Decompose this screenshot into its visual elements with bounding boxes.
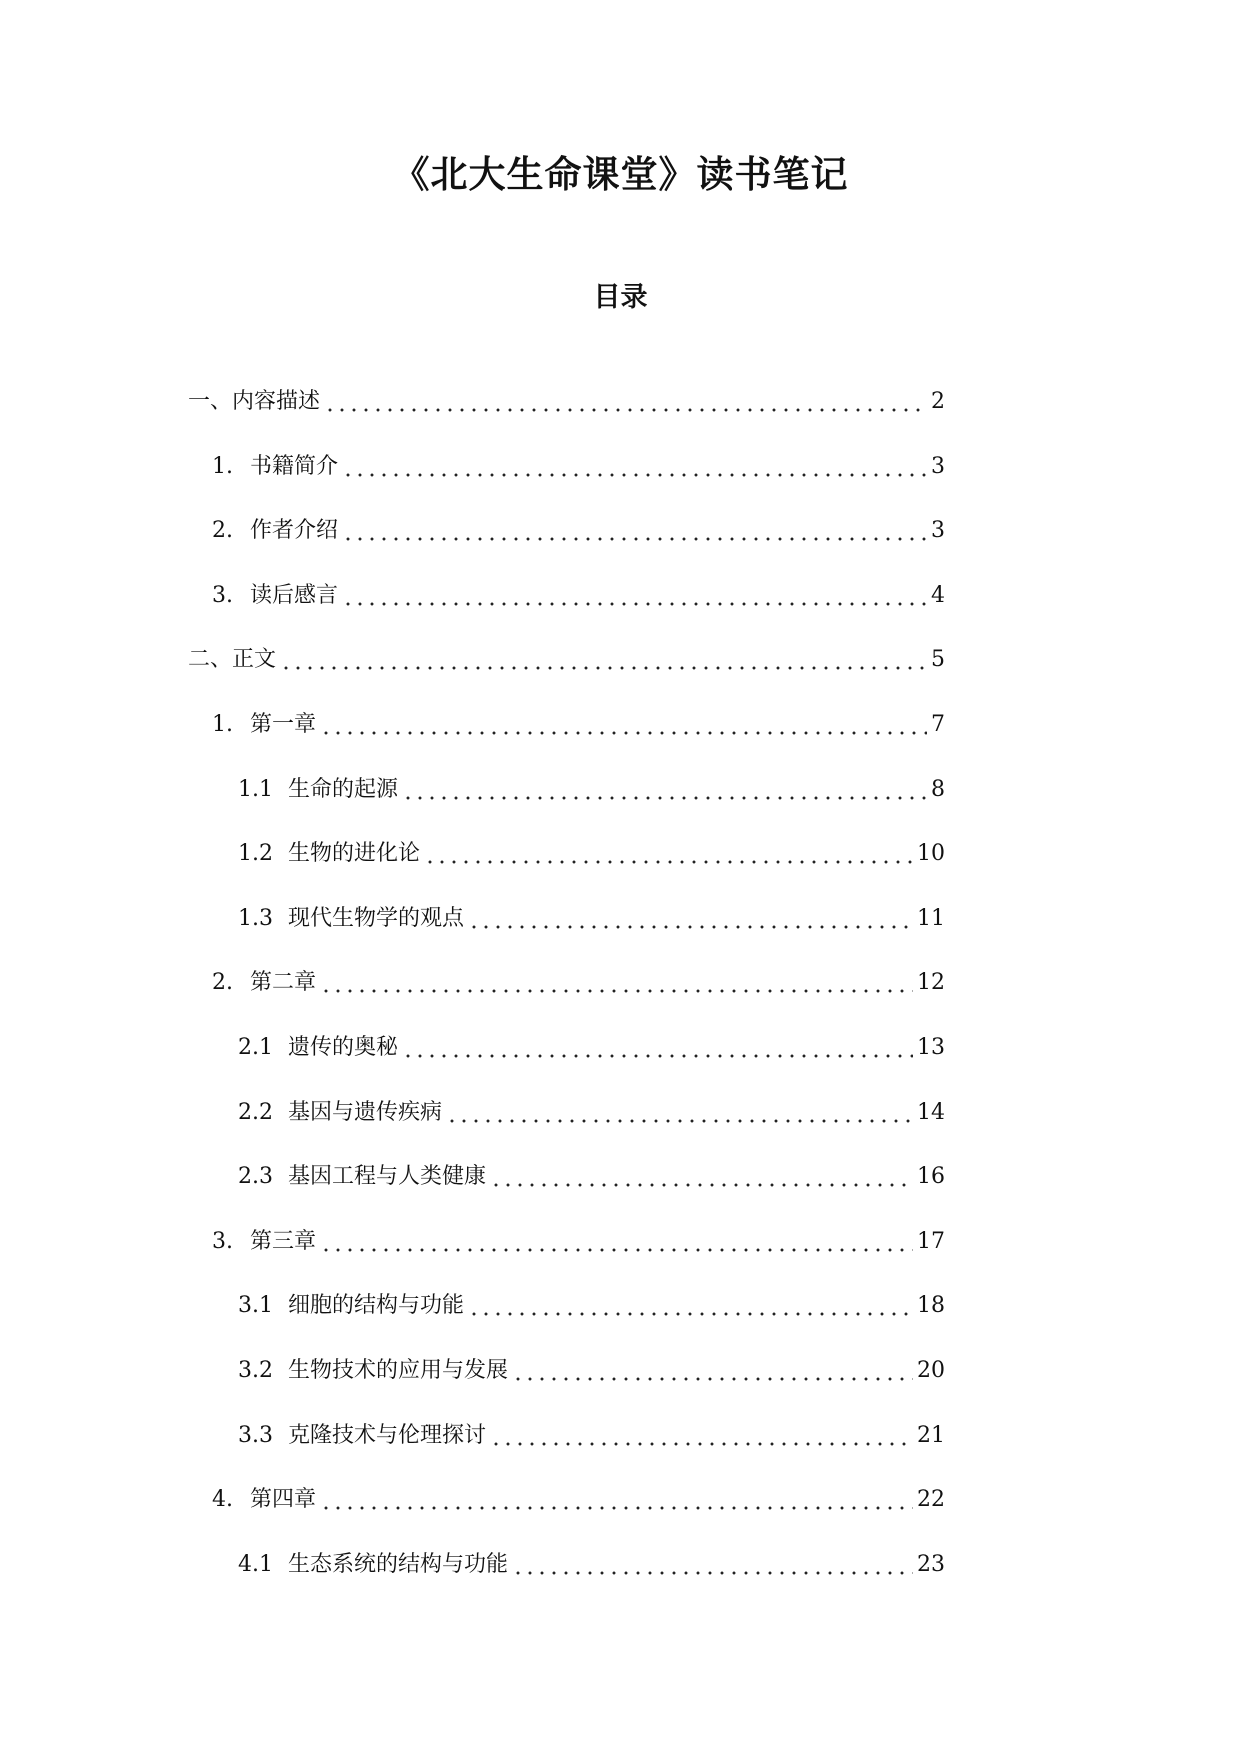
toc-entry[interactable] <box>212 514 945 548</box>
toc-entry-label: 生物技术的应用与发展 <box>288 1358 509 1383</box>
toc-entry[interactable] <box>188 385 945 419</box>
toc-entry-number: 2.3 <box>238 1164 273 1189</box>
toc-entry-label: 基因工程与人类健康 <box>288 1164 487 1189</box>
toc-entry-label: 生态系统的结构与功能 <box>288 1552 509 1577</box>
toc-dot-leader <box>402 773 927 807</box>
toc-dot-leader <box>280 643 927 677</box>
toc-entry-number: 4.1 <box>238 1552 273 1577</box>
toc-entry-number: 3. <box>212 583 233 608</box>
toc-entry-number: 3.2 <box>238 1358 273 1383</box>
toc-entry[interactable] <box>238 902 945 936</box>
toc-entry-label: 第四章 <box>250 1487 317 1512</box>
toc-entry-label: 读后感言 <box>250 583 339 608</box>
toc-entry-page-number: 14 <box>917 1100 945 1125</box>
toc-dot-leader <box>424 837 913 871</box>
toc-entry[interactable] <box>238 773 945 807</box>
toc-entry-number: 3. <box>212 1229 233 1254</box>
toc-entry-label: 细胞的结构与功能 <box>288 1293 465 1318</box>
toc-entry-page-number: 23 <box>917 1552 945 1577</box>
toc-entry-page-number: 5 <box>931 647 945 672</box>
toc-entry-number: 2.2 <box>238 1100 273 1125</box>
toc-dot-leader <box>342 450 927 484</box>
toc-entry-number: 1. <box>212 712 233 737</box>
toc-entry-page-number: 20 <box>917 1358 945 1383</box>
toc-entry-page-number: 11 <box>917 906 945 931</box>
toc-entry-page-number: 3 <box>931 454 945 479</box>
toc-entry-number: 2.1 <box>238 1035 273 1060</box>
toc-entry[interactable] <box>238 837 945 871</box>
toc-entry-page-number: 18 <box>917 1293 945 1318</box>
toc-entry[interactable] <box>238 1160 945 1194</box>
toc-entry[interactable] <box>188 643 945 677</box>
toc-entry[interactable] <box>238 1289 945 1323</box>
toc-dot-leader <box>320 708 927 742</box>
toc-entry-page-number: 8 <box>931 777 945 802</box>
toc-entry-label: 基因与遗传疾病 <box>288 1100 443 1125</box>
toc-entry[interactable] <box>212 966 945 1000</box>
toc-entry[interactable] <box>238 1419 945 1453</box>
toc-entry[interactable] <box>238 1031 945 1065</box>
toc-entry-page-number: 10 <box>917 841 945 866</box>
toc-entry-label: 克隆技术与伦理探讨 <box>288 1423 487 1448</box>
toc-entry-page-number: 21 <box>917 1423 945 1448</box>
toc-entry-label: 遗传的奥秘 <box>288 1035 399 1060</box>
toc-dot-leader <box>490 1160 913 1194</box>
toc-entry-number: 3.3 <box>238 1423 273 1448</box>
toc-entry-number: 1.2 <box>238 841 273 866</box>
toc-entry-number: 1.1 <box>238 777 273 802</box>
toc-entry-number: 2. <box>212 518 233 543</box>
toc-entry-label: 第一章 <box>250 712 317 737</box>
toc-dot-leader <box>320 1225 913 1259</box>
toc-entry-label: 一、内容描述 <box>188 389 321 414</box>
toc-dot-leader <box>490 1419 913 1453</box>
toc-dot-leader <box>468 902 913 936</box>
toc-entry-label: 二、正文 <box>188 647 277 672</box>
toc-entry-page-number: 17 <box>917 1229 945 1254</box>
toc-dot-leader <box>446 1096 913 1130</box>
toc-dot-leader <box>320 966 913 1000</box>
toc-entry[interactable] <box>212 579 945 613</box>
toc-entry-number: 2. <box>212 970 233 995</box>
toc-dot-leader <box>402 1031 913 1065</box>
toc-entry-label: 作者介绍 <box>250 518 339 543</box>
toc-entry-page-number: 7 <box>931 712 945 737</box>
toc-entry-page-number: 22 <box>917 1487 945 1512</box>
toc-entry-label: 第三章 <box>250 1229 317 1254</box>
toc-entry[interactable] <box>212 1483 945 1517</box>
toc-dot-leader <box>342 514 927 548</box>
toc-entry-number: 1. <box>212 454 233 479</box>
toc-entry-page-number: 3 <box>931 518 945 543</box>
toc-entry-page-number: 13 <box>917 1035 945 1060</box>
toc-dot-leader <box>512 1354 913 1388</box>
toc-entry[interactable] <box>238 1354 945 1388</box>
toc-dot-leader <box>512 1548 913 1582</box>
toc-entry-label: 生命的起源 <box>288 777 399 802</box>
toc-entry[interactable] <box>238 1096 945 1130</box>
toc-dot-leader <box>324 385 927 419</box>
toc-heading: 目录 <box>593 282 648 313</box>
toc-entry-page-number: 16 <box>917 1164 945 1189</box>
toc-entry[interactable] <box>212 1225 945 1259</box>
toc-entry-page-number: 12 <box>917 970 945 995</box>
document-title: 《北大生命课堂》读书笔记 <box>392 153 849 196</box>
toc-entry-page-number: 4 <box>931 583 945 608</box>
toc-entry-label: 书籍简介 <box>250 454 339 479</box>
toc-entry-number: 1.3 <box>238 906 273 931</box>
toc-entry[interactable] <box>212 450 945 484</box>
toc-entry-number: 3.1 <box>238 1293 273 1318</box>
toc-entry-label: 生物的进化论 <box>288 841 421 866</box>
toc-dot-leader <box>320 1483 913 1517</box>
toc-dot-leader <box>342 579 927 613</box>
toc-entry[interactable] <box>238 1548 945 1582</box>
toc-dot-leader <box>468 1289 913 1323</box>
toc-entry-label: 现代生物学的观点 <box>288 906 465 931</box>
toc-entry-page-number: 2 <box>931 389 945 414</box>
toc-entry[interactable] <box>212 708 945 742</box>
toc-entry-label: 第二章 <box>250 970 317 995</box>
toc-entry-number: 4. <box>212 1487 233 1512</box>
